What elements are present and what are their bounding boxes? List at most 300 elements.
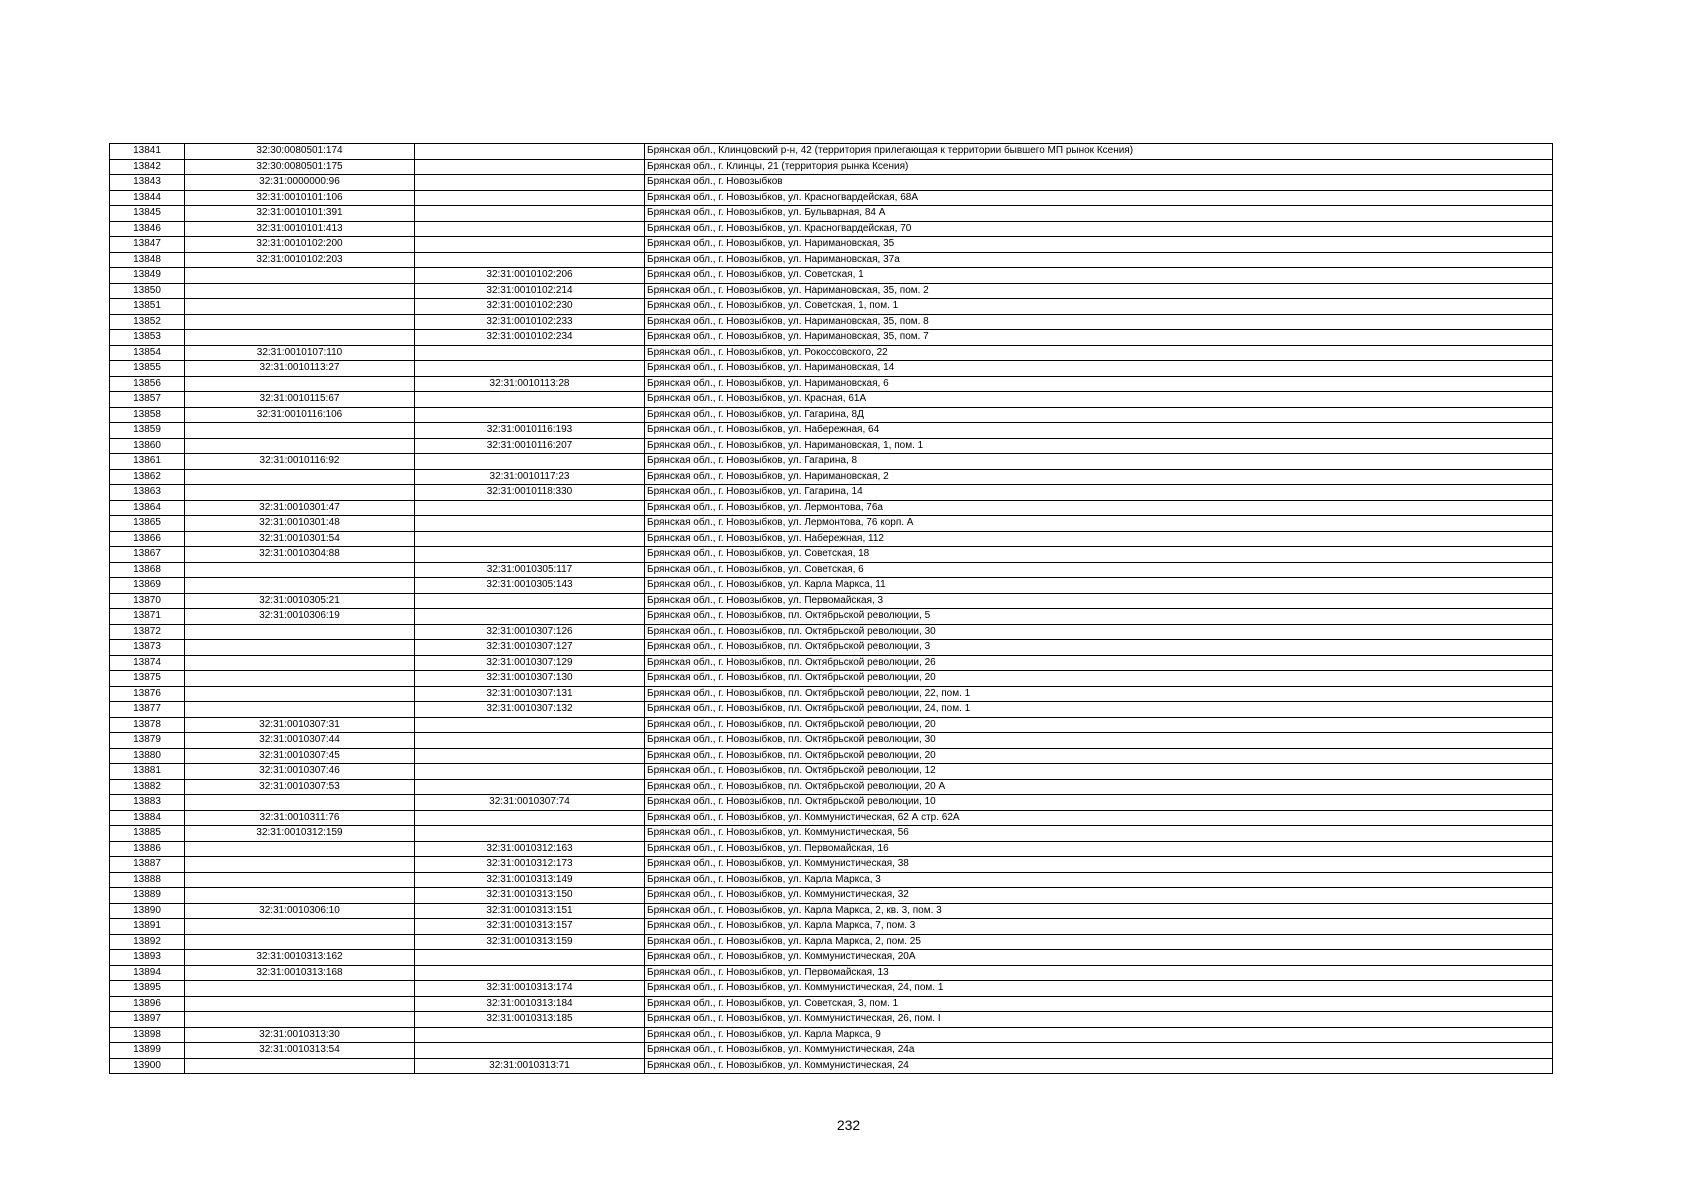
row-number-cell: 13900	[110, 1058, 185, 1074]
cadastral-number-cell	[185, 981, 415, 997]
table-row	[110, 175, 1553, 191]
address-cell: Брянская обл., г. Новозыбков, пл. Октябрьской революции, 20	[645, 717, 1553, 733]
row-number-cell: 13854	[110, 345, 185, 361]
cadastral-number-secondary-cell: 32:31:0010117:23	[415, 469, 645, 485]
table-row	[110, 345, 1553, 361]
row-number-cell: 13883	[110, 795, 185, 811]
cadastral-number-cell	[185, 686, 415, 702]
cadastral-number-secondary-cell	[415, 609, 645, 625]
cadastral-number-cell	[185, 314, 415, 330]
cadastral-number-secondary-cell: 32:31:0010313:157	[415, 919, 645, 935]
row-number-cell: 13899	[110, 1043, 185, 1059]
cadastral-number-cell	[185, 578, 415, 594]
address-cell: Брянская обл., г. Новозыбков, ул. Наримановская, 35	[645, 237, 1553, 253]
cadastral-number-cell: 32:31:0010301:54	[185, 531, 415, 547]
table-row	[110, 190, 1553, 206]
cadastral-number-secondary-cell: 32:31:0010102:233	[415, 314, 645, 330]
cadastral-number-secondary-cell	[415, 252, 645, 268]
address-cell: Брянская обл., г. Новозыбков, ул. Наримановская, 6	[645, 376, 1553, 392]
cadastral-number-cell: 32:30:0080501:174	[185, 144, 415, 160]
table-row	[110, 640, 1553, 656]
address-cell: Брянская обл., г. Новозыбков, ул. Коммунистическая, 32	[645, 888, 1553, 904]
cadastral-number-cell	[185, 888, 415, 904]
table-row	[110, 826, 1553, 842]
cadastral-number-secondary-cell: 32:31:0010118:330	[415, 485, 645, 501]
row-number-cell: 13843	[110, 175, 185, 191]
table-row	[110, 888, 1553, 904]
address-cell: Брянская обл., г. Новозыбков, пл. Октябрьской революции, 5	[645, 609, 1553, 625]
cadastral-number-secondary-cell	[415, 500, 645, 516]
cadastral-number-secondary-cell: 32:31:0010102:206	[415, 268, 645, 284]
table-row	[110, 268, 1553, 284]
registry-table-body	[110, 144, 1553, 1074]
cadastral-number-cell	[185, 1058, 415, 1074]
cadastral-number-cell	[185, 1012, 415, 1028]
cadastral-number-secondary-cell	[415, 190, 645, 206]
cadastral-number-cell: 32:31:0010102:200	[185, 237, 415, 253]
address-cell: Брянская обл., г. Новозыбков, ул. Набережная, 112	[645, 531, 1553, 547]
cadastral-number-cell: 32:31:0010307:31	[185, 717, 415, 733]
address-cell: Брянская обл., г. Новозыбков, пл. Октябрьской революции, 20 А	[645, 779, 1553, 795]
cadastral-number-cell	[185, 469, 415, 485]
cadastral-number-cell	[185, 438, 415, 454]
address-cell: Брянская обл., г. Новозыбков, пл. Октябрьской революции, 10	[645, 795, 1553, 811]
table-row	[110, 1027, 1553, 1043]
cadastral-number-cell: 32:31:0010307:46	[185, 764, 415, 780]
row-number-cell: 13873	[110, 640, 185, 656]
address-cell: Брянская обл., г. Новозыбков, ул. Наримановская, 35, пом. 2	[645, 283, 1553, 299]
cadastral-number-secondary-cell: 32:31:0010313:184	[415, 996, 645, 1012]
table-row	[110, 237, 1553, 253]
row-number-cell: 13849	[110, 268, 185, 284]
table-row	[110, 857, 1553, 873]
row-number-cell: 13870	[110, 593, 185, 609]
row-number-cell: 13853	[110, 330, 185, 346]
row-number-cell: 13866	[110, 531, 185, 547]
row-number-cell: 13898	[110, 1027, 185, 1043]
cadastral-number-secondary-cell: 32:31:0010307:126	[415, 624, 645, 640]
address-cell: Брянская обл., г. Новозыбков, пл. Октябрьской революции, 20	[645, 671, 1553, 687]
address-cell: Брянская обл., г. Новозыбков, ул. Советская, 1	[645, 268, 1553, 284]
table-row	[110, 485, 1553, 501]
table-row	[110, 934, 1553, 950]
row-number-cell: 13869	[110, 578, 185, 594]
table-row	[110, 1012, 1553, 1028]
row-number-cell: 13885	[110, 826, 185, 842]
cadastral-number-secondary-cell	[415, 826, 645, 842]
table-row	[110, 283, 1553, 299]
cadastral-number-cell: 32:31:0010306:10	[185, 903, 415, 919]
cadastral-number-secondary-cell: 32:31:0010307:130	[415, 671, 645, 687]
address-cell: Брянская обл., г. Новозыбков, ул. Наримановская, 37а	[645, 252, 1553, 268]
table-row	[110, 376, 1553, 392]
row-number-cell: 13867	[110, 547, 185, 563]
row-number-cell: 13879	[110, 733, 185, 749]
table-row	[110, 438, 1553, 454]
table-row	[110, 423, 1553, 439]
cadastral-number-cell: 32:31:0010101:391	[185, 206, 415, 222]
table-row	[110, 299, 1553, 315]
address-cell: Брянская обл., г. Новозыбков, ул. Карла Маркса, 11	[645, 578, 1553, 594]
cadastral-number-cell	[185, 702, 415, 718]
address-cell: Брянская обл., г. Новозыбков, ул. Карла Маркса, 2, пом. 25	[645, 934, 1553, 950]
row-number-cell: 13896	[110, 996, 185, 1012]
cadastral-number-cell	[185, 795, 415, 811]
table-row	[110, 671, 1553, 687]
cadastral-number-secondary-cell	[415, 779, 645, 795]
row-number-cell: 13847	[110, 237, 185, 253]
address-cell: Брянская обл., г. Новозыбков, ул. Советская, 3, пом. 1	[645, 996, 1553, 1012]
row-number-cell: 13874	[110, 655, 185, 671]
address-cell: Брянская обл., Клинцовский р-н, 42 (территория прилегающая к территории бывшего МП рынок Ксения)	[645, 144, 1553, 160]
row-number-cell: 13876	[110, 686, 185, 702]
cadastral-number-cell: 32:31:0010301:48	[185, 516, 415, 532]
cadastral-number-cell: 32:31:0010305:21	[185, 593, 415, 609]
table-row	[110, 841, 1553, 857]
address-cell: Брянская обл., г. Новозыбков, ул. Бульварная, 84 А	[645, 206, 1553, 222]
row-number-cell: 13880	[110, 748, 185, 764]
cadastral-number-secondary-cell: 32:31:0010307:131	[415, 686, 645, 702]
address-cell: Брянская обл., г. Новозыбков, ул. Карла Маркса, 9	[645, 1027, 1553, 1043]
cadastral-number-cell: 32:31:0010311:76	[185, 810, 415, 826]
address-cell: Брянская обл., г. Новозыбков	[645, 175, 1553, 191]
table-row	[110, 252, 1553, 268]
row-number-cell: 13863	[110, 485, 185, 501]
cadastral-number-cell	[185, 283, 415, 299]
cadastral-number-secondary-cell	[415, 144, 645, 160]
row-number-cell: 13856	[110, 376, 185, 392]
address-cell: Брянская обл., г. Новозыбков, ул. Рокоссовского, 22	[645, 345, 1553, 361]
cadastral-number-secondary-cell	[415, 764, 645, 780]
address-cell: Брянская обл., г. Новозыбков, пл. Октябрьской революции, 22, пом. 1	[645, 686, 1553, 702]
cadastral-number-cell: 32:31:0010101:413	[185, 221, 415, 237]
row-number-cell: 13878	[110, 717, 185, 733]
table-row	[110, 779, 1553, 795]
cadastral-number-secondary-cell	[415, 454, 645, 470]
row-number-cell: 13857	[110, 392, 185, 408]
address-cell: Брянская обл., г. Новозыбков, пл. Октябрьской революции, 12	[645, 764, 1553, 780]
address-cell: Брянская обл., г. Новозыбков, ул. Коммунистическая, 24, пом. 1	[645, 981, 1553, 997]
row-number-cell: 13858	[110, 407, 185, 423]
row-number-cell: 13875	[110, 671, 185, 687]
table-row	[110, 407, 1553, 423]
address-cell: Брянская обл., г. Новозыбков, пл. Октябрьской революции, 26	[645, 655, 1553, 671]
address-cell: Брянская обл., г. Новозыбков, ул. Карла Маркса, 3	[645, 872, 1553, 888]
table-row	[110, 206, 1553, 222]
cadastral-number-secondary-cell	[415, 1027, 645, 1043]
table-row	[110, 562, 1553, 578]
cadastral-number-secondary-cell: 32:31:0010307:127	[415, 640, 645, 656]
row-number-cell: 13887	[110, 857, 185, 873]
address-cell: Брянская обл., г. Новозыбков, ул. Лермонтова, 76а	[645, 500, 1553, 516]
cadastral-number-secondary-cell: 32:31:0010313:151	[415, 903, 645, 919]
cadastral-number-cell: 32:31:0010313:54	[185, 1043, 415, 1059]
cadastral-number-secondary-cell	[415, 531, 645, 547]
address-cell: Брянская обл., г. Новозыбков, ул. Коммунистическая, 24а	[645, 1043, 1553, 1059]
cadastral-number-cell	[185, 423, 415, 439]
cadastral-number-cell: 32:31:0010115:67	[185, 392, 415, 408]
table-row	[110, 547, 1553, 563]
cadastral-number-cell	[185, 872, 415, 888]
table-row	[110, 361, 1553, 377]
cadastral-number-cell	[185, 996, 415, 1012]
cadastral-number-secondary-cell	[415, 965, 645, 981]
cadastral-number-secondary-cell	[415, 361, 645, 377]
cadastral-number-secondary-cell: 32:31:0010305:117	[415, 562, 645, 578]
cadastral-number-secondary-cell: 32:31:0010116:207	[415, 438, 645, 454]
row-number-cell: 13877	[110, 702, 185, 718]
table-row	[110, 996, 1553, 1012]
table-row	[110, 655, 1553, 671]
table-row	[110, 717, 1553, 733]
table-row	[110, 469, 1553, 485]
row-number-cell: 13845	[110, 206, 185, 222]
row-number-cell: 13844	[110, 190, 185, 206]
cadastral-number-cell: 32:31:0010307:44	[185, 733, 415, 749]
table-row	[110, 159, 1553, 175]
address-cell: Брянская обл., г. Клинцы, 21 (территория рынка Ксения)	[645, 159, 1553, 175]
cadastral-number-secondary-cell	[415, 237, 645, 253]
cadastral-number-cell	[185, 655, 415, 671]
cadastral-number-cell: 32:31:0010313:168	[185, 965, 415, 981]
cadastral-number-cell: 32:31:0010107:110	[185, 345, 415, 361]
row-number-cell: 13890	[110, 903, 185, 919]
table-row	[110, 903, 1553, 919]
row-number-cell: 13855	[110, 361, 185, 377]
cadastral-number-cell: 32:31:0010307:45	[185, 748, 415, 764]
cadastral-number-secondary-cell	[415, 516, 645, 532]
cadastral-number-cell	[185, 624, 415, 640]
cadastral-number-secondary-cell: 32:31:0010313:185	[415, 1012, 645, 1028]
address-cell: Брянская обл., г. Новозыбков, ул. Коммунистическая, 26, пом. I	[645, 1012, 1553, 1028]
address-cell: Брянская обл., г. Новозыбков, ул. Наримановская, 35, пом. 7	[645, 330, 1553, 346]
cadastral-number-secondary-cell: 32:31:0010102:214	[415, 283, 645, 299]
address-cell: Брянская обл., г. Новозыбков, ул. Первомайская, 3	[645, 593, 1553, 609]
address-cell: Брянская обл., г. Новозыбков, ул. Гагарина, 14	[645, 485, 1553, 501]
table-row	[110, 593, 1553, 609]
registry-table	[109, 143, 1553, 1074]
cadastral-number-secondary-cell	[415, 593, 645, 609]
row-number-cell: 13850	[110, 283, 185, 299]
cadastral-number-cell: 32:31:0010312:159	[185, 826, 415, 842]
table-row	[110, 1043, 1553, 1059]
row-number-cell: 13871	[110, 609, 185, 625]
cadastral-number-cell: 32:31:0010301:47	[185, 500, 415, 516]
cadastral-number-cell	[185, 640, 415, 656]
table-row	[110, 965, 1553, 981]
row-number-cell: 13852	[110, 314, 185, 330]
cadastral-number-secondary-cell	[415, 392, 645, 408]
cadastral-number-cell	[185, 562, 415, 578]
address-cell: Брянская обл., г. Новозыбков, ул. Коммунистическая, 20А	[645, 950, 1553, 966]
cadastral-number-secondary-cell	[415, 717, 645, 733]
table-row	[110, 624, 1553, 640]
table-row	[110, 748, 1553, 764]
row-number-cell: 13859	[110, 423, 185, 439]
row-number-cell: 13865	[110, 516, 185, 532]
address-cell: Брянская обл., г. Новозыбков, пл. Октябрьской революции, 24, пом. 1	[645, 702, 1553, 718]
table-row	[110, 516, 1553, 532]
address-cell: Брянская обл., г. Новозыбков, ул. Карла Маркса, 7, пом. 3	[645, 919, 1553, 935]
cadastral-number-cell: 32:30:0080501:175	[185, 159, 415, 175]
address-cell: Брянская обл., г. Новозыбков, пл. Октябрьской революции, 30	[645, 624, 1553, 640]
cadastral-number-cell: 32:31:0010304:88	[185, 547, 415, 563]
cadastral-number-secondary-cell	[415, 810, 645, 826]
cadastral-number-secondary-cell: 32:31:0010312:163	[415, 841, 645, 857]
row-number-cell: 13860	[110, 438, 185, 454]
row-number-cell: 13862	[110, 469, 185, 485]
address-cell: Брянская обл., г. Новозыбков, ул. Наримановская, 2	[645, 469, 1553, 485]
table-row	[110, 314, 1553, 330]
table-row	[110, 330, 1553, 346]
cadastral-number-cell: 32:31:0010313:30	[185, 1027, 415, 1043]
address-cell: Брянская обл., г. Новозыбков, ул. Первомайская, 13	[645, 965, 1553, 981]
address-cell: Брянская обл., г. Новозыбков, ул. Коммунистическая, 38	[645, 857, 1553, 873]
cadastral-number-cell: 32:31:0010116:106	[185, 407, 415, 423]
page-number: 232	[836, 1117, 861, 1133]
row-number-cell: 13848	[110, 252, 185, 268]
table-row	[110, 392, 1553, 408]
address-cell: Брянская обл., г. Новозыбков, ул. Первомайская, 16	[645, 841, 1553, 857]
table-row	[110, 810, 1553, 826]
cadastral-number-secondary-cell	[415, 345, 645, 361]
table-row	[110, 919, 1553, 935]
cadastral-number-secondary-cell: 32:31:0010313:71	[415, 1058, 645, 1074]
cadastral-number-secondary-cell: 32:31:0010113:28	[415, 376, 645, 392]
cadastral-number-cell: 32:31:0000000:96	[185, 175, 415, 191]
row-number-cell: 13891	[110, 919, 185, 935]
table-row	[110, 500, 1553, 516]
table-row	[110, 764, 1553, 780]
address-cell: Брянская обл., г. Новозыбков, ул. Коммунистическая, 24	[645, 1058, 1553, 1074]
table-row	[110, 795, 1553, 811]
address-cell: Брянская обл., г. Новозыбков, ул. Гагарина, 8	[645, 454, 1553, 470]
address-cell: Брянская обл., г. Новозыбков, ул. Советская, 6	[645, 562, 1553, 578]
table-row	[110, 609, 1553, 625]
table-row	[110, 686, 1553, 702]
row-number-cell: 13842	[110, 159, 185, 175]
cadastral-number-secondary-cell	[415, 206, 645, 222]
row-number-cell: 13868	[110, 562, 185, 578]
table-row	[110, 454, 1553, 470]
address-cell: Брянская обл., г. Новозыбков, пл. Октябрьской революции, 3	[645, 640, 1553, 656]
cadastral-number-secondary-cell: 32:31:0010102:234	[415, 330, 645, 346]
cadastral-number-secondary-cell	[415, 159, 645, 175]
cadastral-number-cell	[185, 376, 415, 392]
address-cell: Брянская обл., г. Новозыбков, ул. Набережная, 64	[645, 423, 1553, 439]
cadastral-number-secondary-cell	[415, 950, 645, 966]
cadastral-number-secondary-cell	[415, 733, 645, 749]
cadastral-number-cell: 32:31:0010116:92	[185, 454, 415, 470]
cadastral-number-secondary-cell: 32:31:0010307:74	[415, 795, 645, 811]
address-cell: Брянская обл., г. Новозыбков, ул. Советская, 1, пом. 1	[645, 299, 1553, 315]
address-cell: Брянская обл., г. Новозыбков, ул. Наримановская, 1, пом. 1	[645, 438, 1553, 454]
cadastral-number-cell	[185, 919, 415, 935]
cadastral-number-cell	[185, 485, 415, 501]
row-number-cell: 13889	[110, 888, 185, 904]
row-number-cell: 13886	[110, 841, 185, 857]
cadastral-number-cell: 32:31:0010101:106	[185, 190, 415, 206]
table-row	[110, 531, 1553, 547]
cadastral-number-cell: 32:31:0010102:203	[185, 252, 415, 268]
cadastral-number-secondary-cell: 32:31:0010313:159	[415, 934, 645, 950]
row-number-cell: 13841	[110, 144, 185, 160]
cadastral-number-cell: 32:31:0010306:19	[185, 609, 415, 625]
address-cell: Брянская обл., г. Новозыбков, ул. Красногвардейская, 70	[645, 221, 1553, 237]
cadastral-number-secondary-cell	[415, 175, 645, 191]
cadastral-number-secondary-cell: 32:31:0010307:129	[415, 655, 645, 671]
cadastral-number-secondary-cell: 32:31:0010307:132	[415, 702, 645, 718]
row-number-cell: 13846	[110, 221, 185, 237]
cadastral-number-cell	[185, 841, 415, 857]
cadastral-number-cell	[185, 330, 415, 346]
table-row	[110, 733, 1553, 749]
address-cell: Брянская обл., г. Новозыбков, ул. Карла Маркса, 2, кв. 3, пом. 3	[645, 903, 1553, 919]
cadastral-number-secondary-cell	[415, 547, 645, 563]
cadastral-number-secondary-cell	[415, 407, 645, 423]
address-cell: Брянская обл., г. Новозыбков, ул. Советская, 18	[645, 547, 1553, 563]
row-number-cell: 13881	[110, 764, 185, 780]
cadastral-number-secondary-cell: 32:31:0010313:174	[415, 981, 645, 997]
cadastral-number-secondary-cell: 32:31:0010312:173	[415, 857, 645, 873]
cadastral-number-cell: 32:31:0010113:27	[185, 361, 415, 377]
cadastral-number-cell	[185, 268, 415, 284]
row-number-cell: 13872	[110, 624, 185, 640]
cadastral-number-cell	[185, 299, 415, 315]
address-cell: Брянская обл., г. Новозыбков, ул. Лермонтова, 76 корп. А	[645, 516, 1553, 532]
cadastral-number-cell	[185, 857, 415, 873]
address-cell: Брянская обл., г. Новозыбков, пл. Октябрьской революции, 30	[645, 733, 1553, 749]
row-number-cell: 13892	[110, 934, 185, 950]
cadastral-number-secondary-cell	[415, 221, 645, 237]
cadastral-number-cell: 32:31:0010313:162	[185, 950, 415, 966]
cadastral-number-cell	[185, 671, 415, 687]
table-row	[110, 221, 1553, 237]
table-row	[110, 702, 1553, 718]
table-row	[110, 950, 1553, 966]
row-number-cell: 13861	[110, 454, 185, 470]
row-number-cell: 13884	[110, 810, 185, 826]
cadastral-number-secondary-cell: 32:31:0010313:150	[415, 888, 645, 904]
address-cell: Брянская обл., г. Новозыбков, ул. Коммунистическая, 62 А стр. 62А	[645, 810, 1553, 826]
cadastral-number-secondary-cell	[415, 1043, 645, 1059]
table-row	[110, 144, 1553, 160]
address-cell: Брянская обл., г. Новозыбков, ул. Красногвардейская, 68А	[645, 190, 1553, 206]
address-cell: Брянская обл., г. Новозыбков, ул. Гагарина, 8Д	[645, 407, 1553, 423]
cadastral-number-secondary-cell	[415, 748, 645, 764]
table-row	[110, 981, 1553, 997]
row-number-cell: 13888	[110, 872, 185, 888]
address-cell: Брянская обл., г. Новозыбков, ул. Наримановская, 14	[645, 361, 1553, 377]
address-cell: Брянская обл., г. Новозыбков, ул. Наримановская, 35, пом. 8	[645, 314, 1553, 330]
row-number-cell: 13851	[110, 299, 185, 315]
row-number-cell: 13897	[110, 1012, 185, 1028]
row-number-cell: 13893	[110, 950, 185, 966]
table-row	[110, 872, 1553, 888]
cadastral-number-secondary-cell: 32:31:0010102:230	[415, 299, 645, 315]
cadastral-number-cell: 32:31:0010307:53	[185, 779, 415, 795]
table-row	[110, 1058, 1553, 1074]
address-cell: Брянская обл., г. Новозыбков, ул. Коммунистическая, 56	[645, 826, 1553, 842]
cadastral-number-secondary-cell: 32:31:0010313:149	[415, 872, 645, 888]
address-cell: Брянская обл., г. Новозыбков, ул. Красная, 61А	[645, 392, 1553, 408]
row-number-cell: 13882	[110, 779, 185, 795]
address-cell: Брянская обл., г. Новозыбков, пл. Октябрьской революции, 20	[645, 748, 1553, 764]
row-number-cell: 13864	[110, 500, 185, 516]
cadastral-number-cell	[185, 934, 415, 950]
cadastral-number-secondary-cell: 32:31:0010305:143	[415, 578, 645, 594]
cadastral-number-secondary-cell: 32:31:0010116:193	[415, 423, 645, 439]
